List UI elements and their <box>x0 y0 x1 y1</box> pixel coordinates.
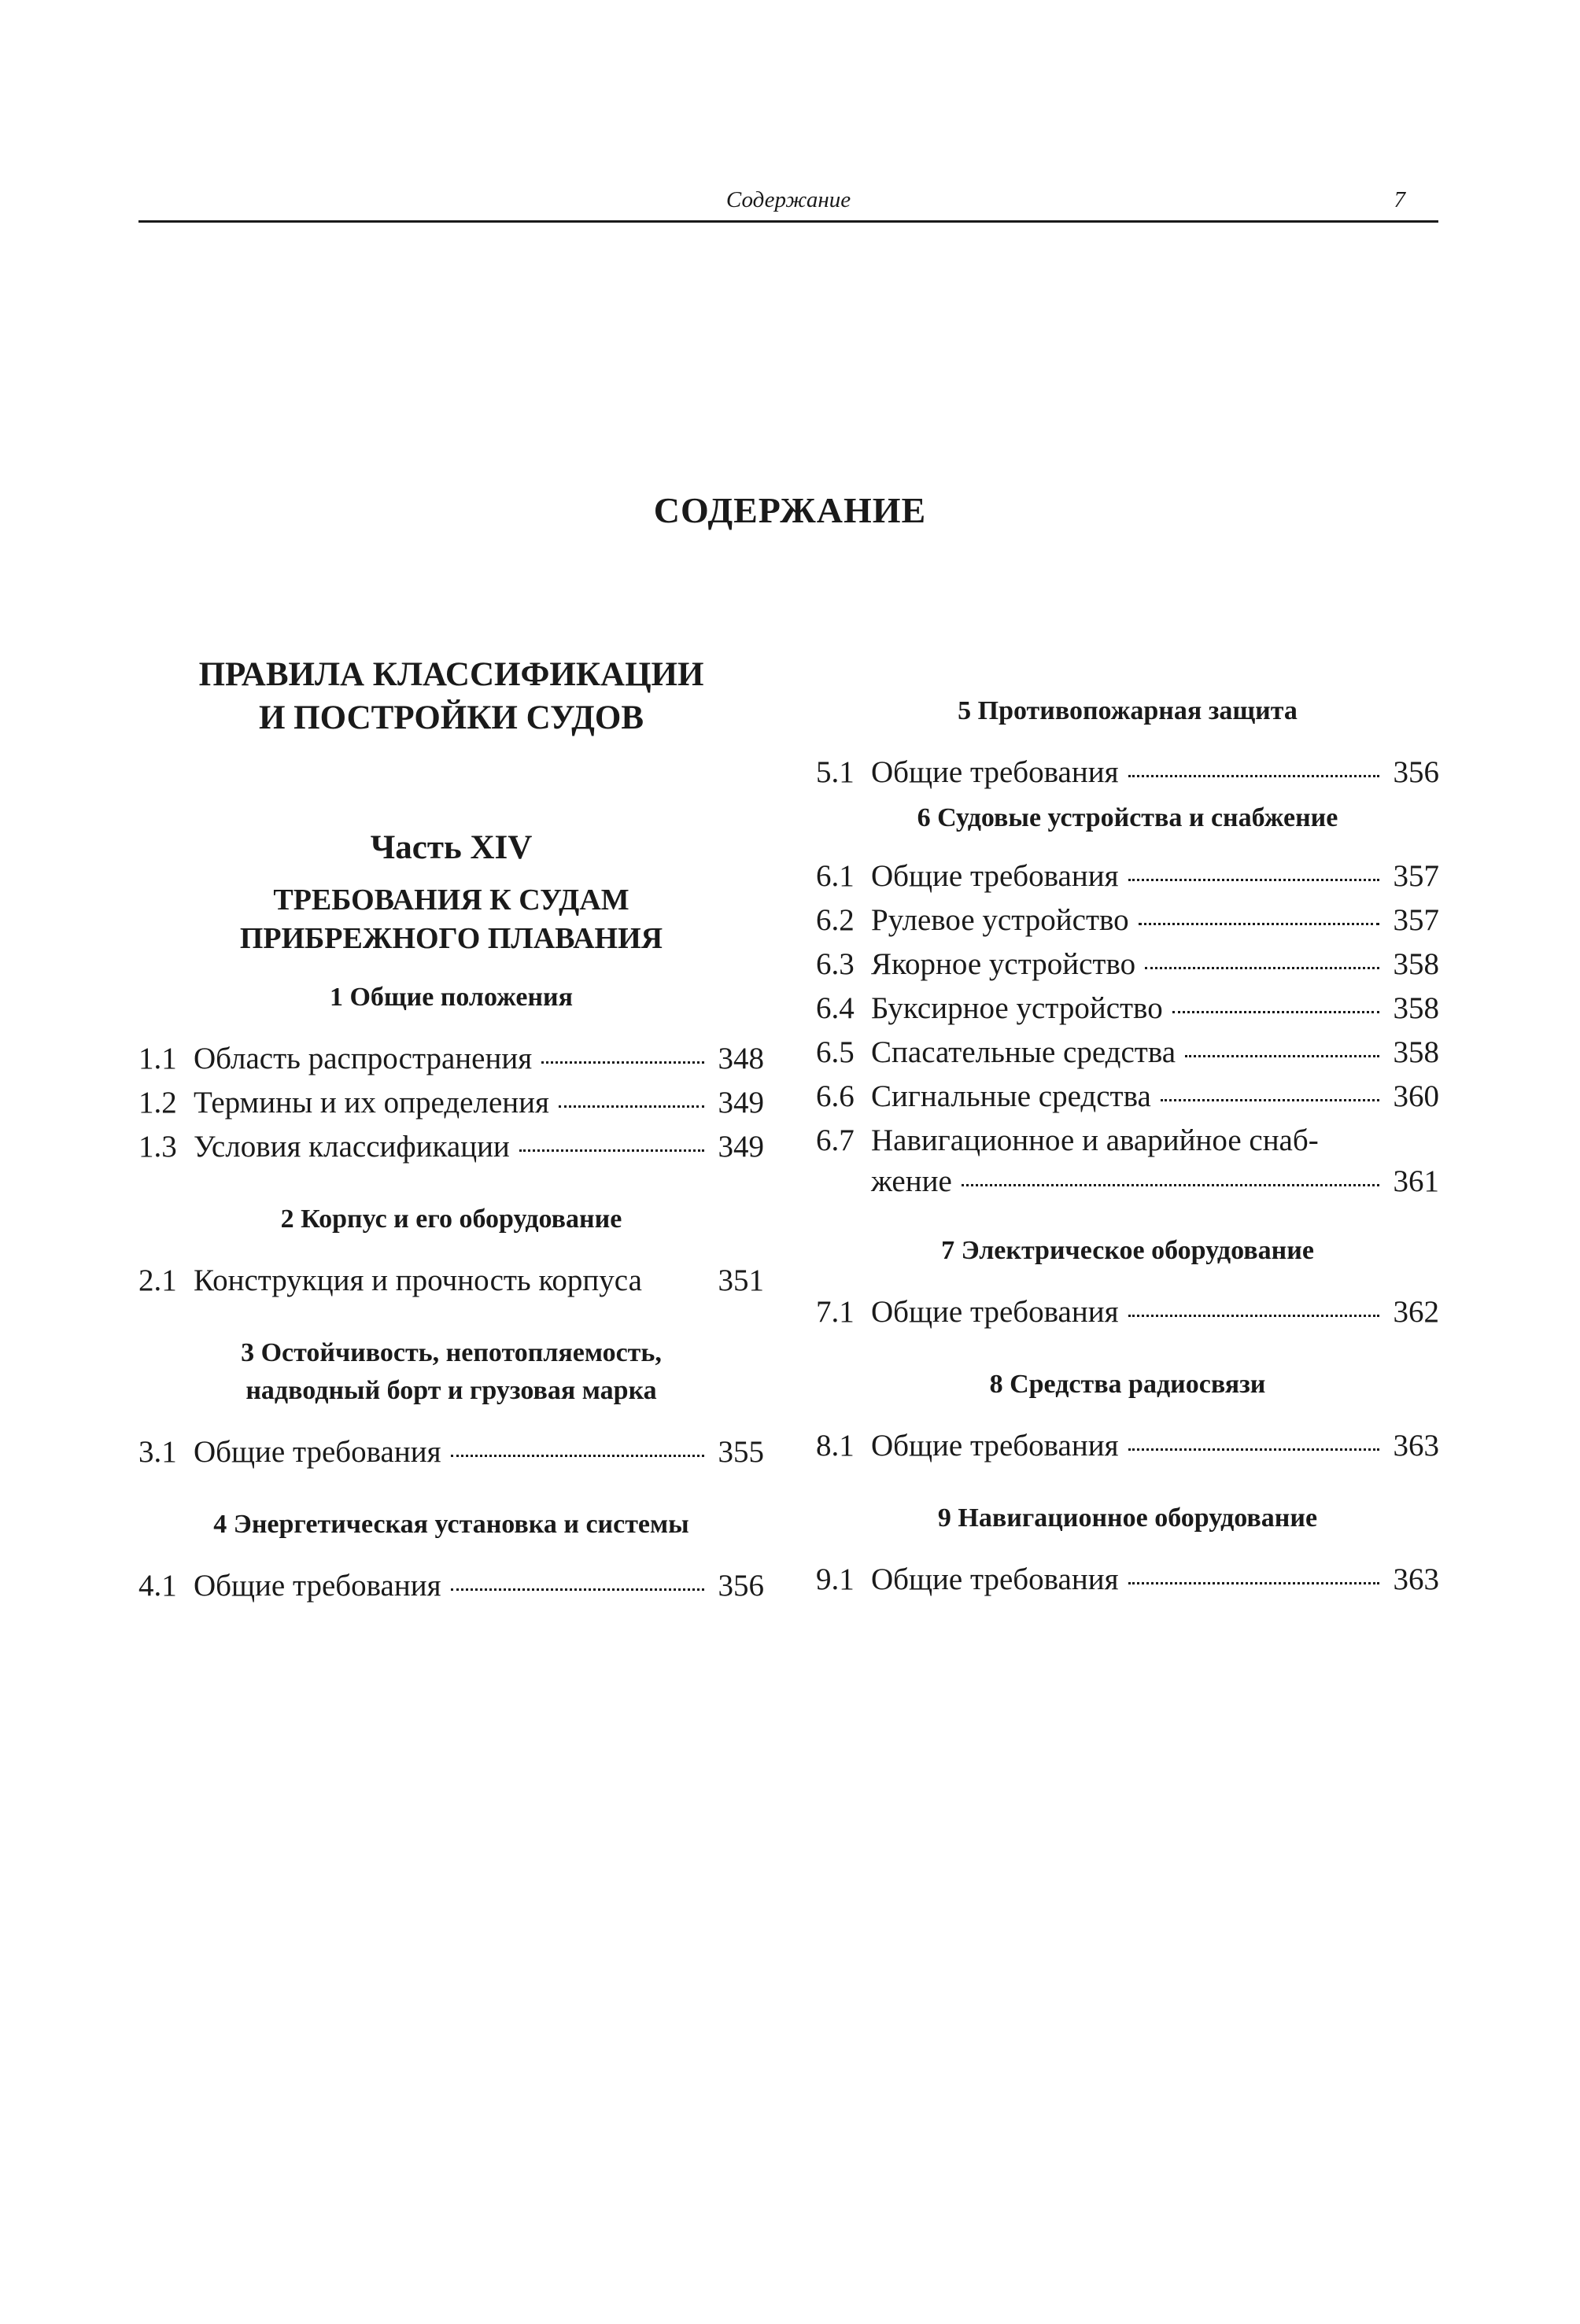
entry-number: 2.1 <box>138 1263 177 1297</box>
part-subtitle <box>138 881 764 958</box>
entry-page: 356 <box>1393 755 1439 789</box>
toc-entry[interactable] <box>816 1424 1439 1468</box>
entry-title: Конструкция и прочность корпуса <box>194 1263 642 1297</box>
section-heading: 9 Навигационное оборудование <box>937 1503 1318 1533</box>
toc-entry[interactable] <box>816 898 1439 943</box>
entry-page: 360 <box>1393 1079 1439 1113</box>
toc-entry-first-line <box>816 1119 1439 1163</box>
toc-entry[interactable] <box>138 1081 764 1125</box>
dot-leader <box>1128 879 1379 881</box>
running-header-page-number: 7 <box>1394 187 1405 212</box>
section-heading: 6 Судовые устройства и снабжение <box>917 803 1338 832</box>
toc-entry[interactable] <box>816 943 1439 987</box>
dot-leader <box>559 1105 704 1108</box>
entry-number: 1.3 <box>138 1130 177 1164</box>
entry-title: Область распространения <box>194 1042 533 1075</box>
entry-page: 362 <box>1393 1295 1439 1329</box>
toc-entry[interactable] <box>816 1075 1439 1119</box>
entry-number: 6.3 <box>816 947 855 981</box>
entry-title: Сигнальные средства <box>871 1079 1151 1113</box>
entry-page: 348 <box>718 1042 764 1075</box>
section-heading <box>138 1334 764 1410</box>
toc-entry-continuation <box>816 1163 1439 1201</box>
entry-page: 349 <box>718 1086 764 1120</box>
toc-entry[interactable] <box>816 1031 1439 1075</box>
toc-entry[interactable] <box>138 1037 764 1081</box>
dot-leader <box>541 1061 704 1064</box>
dot-leader <box>1185 1055 1379 1057</box>
dot-leader <box>1128 1582 1379 1584</box>
rules-title-line: ПРАВИЛА КЛАССИФИКАЦИИ <box>198 656 704 693</box>
part-subtitle-line: ТРЕБОВАНИЯ К СУДАМ <box>273 883 629 917</box>
entry-title: Общие требования <box>871 859 1119 893</box>
entry-title: Общие требования <box>871 1429 1119 1463</box>
entry-number: 1.2 <box>138 1086 177 1120</box>
toc-right-column <box>816 653 1439 1602</box>
rules-title-line: И ПОСТРОЙКИ СУДОВ <box>258 699 644 736</box>
section-heading: 8 Средства радиосвязи <box>989 1370 1266 1399</box>
entry-title: Общие требования <box>194 1569 441 1603</box>
entry-number: 9.1 <box>816 1562 855 1596</box>
entry-title: Спасательные средства <box>871 1035 1176 1069</box>
entry-page: 357 <box>1393 903 1439 937</box>
dot-leader <box>1139 923 1379 925</box>
entry-title-continuation: жение <box>871 1164 952 1198</box>
toc-entry[interactable] <box>816 751 1439 795</box>
dot-leader <box>519 1149 704 1152</box>
entry-page: 349 <box>718 1130 764 1164</box>
entry-title: Общие требования <box>871 1562 1119 1596</box>
entry-title: Общие требования <box>871 1295 1119 1329</box>
entry-number: 3.1 <box>138 1435 177 1469</box>
toc-entry[interactable] <box>138 1125 764 1169</box>
section-heading-line: 3 Остойчивость, непотопляемость, <box>241 1338 662 1367</box>
entry-title: Условия классификации <box>194 1130 510 1164</box>
toc-entry[interactable] <box>138 1259 764 1303</box>
entry-title: Рулевое устройство <box>871 903 1129 937</box>
entry-page: 358 <box>1393 947 1439 981</box>
entry-title: Якорное устройство <box>871 947 1136 981</box>
entry-number: 4.1 <box>138 1569 177 1603</box>
entry-title: Общие требования <box>871 755 1119 789</box>
section-heading: 7 Электрическое оборудование <box>941 1236 1314 1265</box>
entry-title: Навигационное и аварийное снаб- <box>871 1123 1319 1157</box>
dot-leader <box>1128 775 1379 777</box>
running-header-title: Содержание <box>725 187 851 212</box>
section-heading: 5 Противопожарная защита <box>958 696 1298 725</box>
dot-leader <box>451 1588 704 1591</box>
entry-page: 363 <box>1393 1429 1439 1463</box>
running-header <box>138 186 1438 223</box>
page-title: СОДЕРЖАНИЕ <box>653 490 927 530</box>
entry-number: 6.6 <box>816 1079 855 1113</box>
toc-entry[interactable] <box>816 987 1439 1031</box>
entry-number: 6.7 <box>816 1123 855 1157</box>
section-heading-line: надводный борт и грузовая марка <box>245 1376 657 1405</box>
part-subtitle-line: ПРИБРЕЖНОГО ПЛАВАНИЯ <box>239 922 663 955</box>
entry-page: 358 <box>1393 991 1439 1025</box>
section-heading: 2 Корпус и его оборудование <box>280 1204 622 1234</box>
rules-title <box>138 653 764 740</box>
entry-number: 6.4 <box>816 991 855 1025</box>
dot-leader <box>1161 1099 1379 1101</box>
toc-left-column <box>138 653 764 1608</box>
toc-entry[interactable] <box>816 1290 1439 1334</box>
dot-leader <box>652 1283 704 1286</box>
toc-entry[interactable] <box>816 854 1439 898</box>
toc-entry[interactable] <box>816 1119 1439 1201</box>
entry-number: 8.1 <box>816 1429 855 1463</box>
entry-page: 356 <box>718 1569 764 1603</box>
entry-page: 357 <box>1393 859 1439 893</box>
entry-number: 6.1 <box>816 859 855 893</box>
dot-leader <box>1128 1315 1379 1317</box>
section-heading: 4 Энергетическая установка и системы <box>213 1510 689 1539</box>
entry-page: 361 <box>1393 1164 1439 1198</box>
entry-number: 6.2 <box>816 903 855 937</box>
dot-leader <box>1128 1448 1379 1451</box>
dot-leader <box>451 1455 704 1457</box>
entry-number: 7.1 <box>816 1295 855 1329</box>
entry-page: 363 <box>1393 1562 1439 1596</box>
toc-entry[interactable] <box>816 1558 1439 1602</box>
section-heading: 1 Общие положения <box>329 983 574 1012</box>
dot-leader <box>1145 967 1379 969</box>
entry-number: 5.1 <box>816 755 855 789</box>
entry-page: 358 <box>1393 1035 1439 1069</box>
part-title: Часть XIV <box>370 829 533 866</box>
dot-leader <box>962 1184 1379 1186</box>
entry-title: Буксирное устройство <box>871 991 1163 1025</box>
toc-entry[interactable] <box>138 1564 764 1608</box>
entry-title: Общие требования <box>194 1435 441 1469</box>
entry-number: 6.5 <box>816 1035 855 1069</box>
entry-page: 351 <box>718 1263 764 1297</box>
dot-leader <box>1172 1011 1379 1013</box>
entry-page: 355 <box>718 1435 764 1469</box>
toc-entry[interactable] <box>138 1430 764 1474</box>
entry-number: 1.1 <box>138 1042 177 1075</box>
entry-title: Термины и их определения <box>194 1086 549 1120</box>
